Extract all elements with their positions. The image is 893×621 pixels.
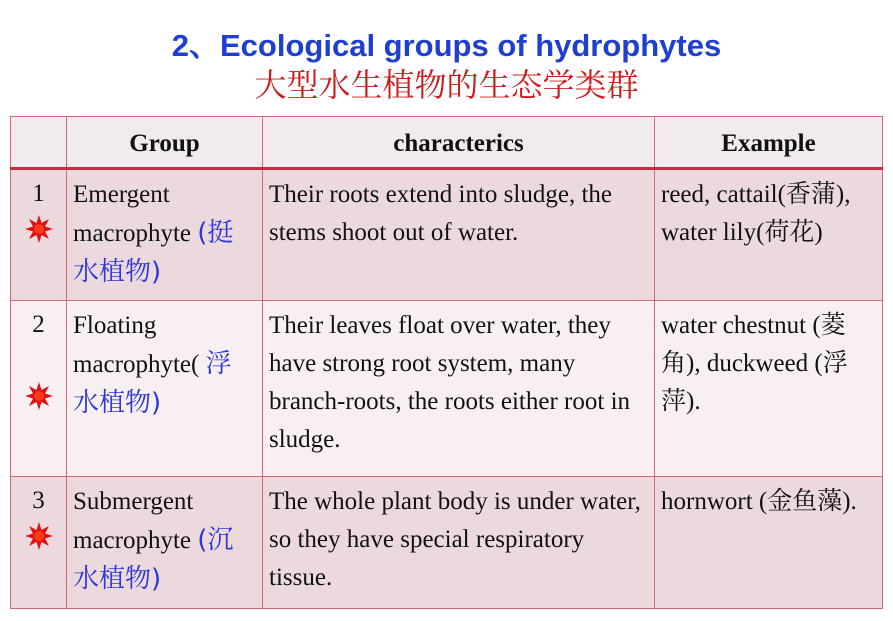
table-row <box>11 169 883 301</box>
header-number <box>11 117 67 169</box>
example-cell <box>655 169 883 301</box>
red-star-icon <box>24 521 54 551</box>
hydrophyte-groups-table <box>10 116 883 609</box>
row-number-cell <box>11 301 67 477</box>
characteristics-text: The whole plant body is under water, so they have special respiratory tissue. <box>269 488 641 591</box>
table-header-row <box>11 117 883 169</box>
characteristics-text: Their roots extend into sludge, the stems shoot out of water. <box>269 181 612 246</box>
group-name-en: Floating macrophyte( <box>73 312 200 378</box>
slide-title: 2、Ecological groups of hydrophytes <box>171 28 722 63</box>
header-group: Group <box>67 117 263 169</box>
group-name-en: Submergent macrophyte <box>73 488 194 554</box>
group-name-cn: (沉水植物) <box>73 525 234 594</box>
slide-subtitle-chinese: 大型水生植物的生态学类群 <box>254 66 639 104</box>
row-number: 2 <box>32 311 45 338</box>
group-cell <box>67 169 263 301</box>
group-name-cn: 浮水植物) <box>73 349 232 418</box>
red-star-icon <box>24 214 54 244</box>
example-cell <box>655 477 883 609</box>
header-example: Example <box>655 117 883 169</box>
example-text: hornwort (金鱼藻). <box>661 488 857 515</box>
characteristics-cell <box>263 477 655 609</box>
group-cell <box>67 477 263 609</box>
header-characteristics: characterics <box>263 117 655 169</box>
table-row <box>11 477 883 609</box>
row-number-cell <box>11 169 67 301</box>
example-text: water chestnut (菱角), duckweed (浮萍). <box>661 312 848 415</box>
group-name-cn: (挺水植物) <box>73 218 234 287</box>
row-number: 3 <box>32 487 45 514</box>
table-row <box>11 301 883 477</box>
red-star-icon <box>24 381 54 411</box>
example-text: reed, cattail(香蒲), water lily(荷花) <box>661 181 851 246</box>
example-cell <box>655 301 883 477</box>
row-number: 1 <box>32 180 45 207</box>
row-number-cell <box>11 477 67 609</box>
group-cell <box>67 301 263 477</box>
characteristics-cell <box>263 301 655 477</box>
group-name-en: Emergent macrophyte <box>73 181 192 247</box>
characteristics-text: Their leaves float over water, they have strong root system, many branch-roots, the roots either root in sludge. <box>269 312 631 453</box>
characteristics-cell <box>263 169 655 301</box>
